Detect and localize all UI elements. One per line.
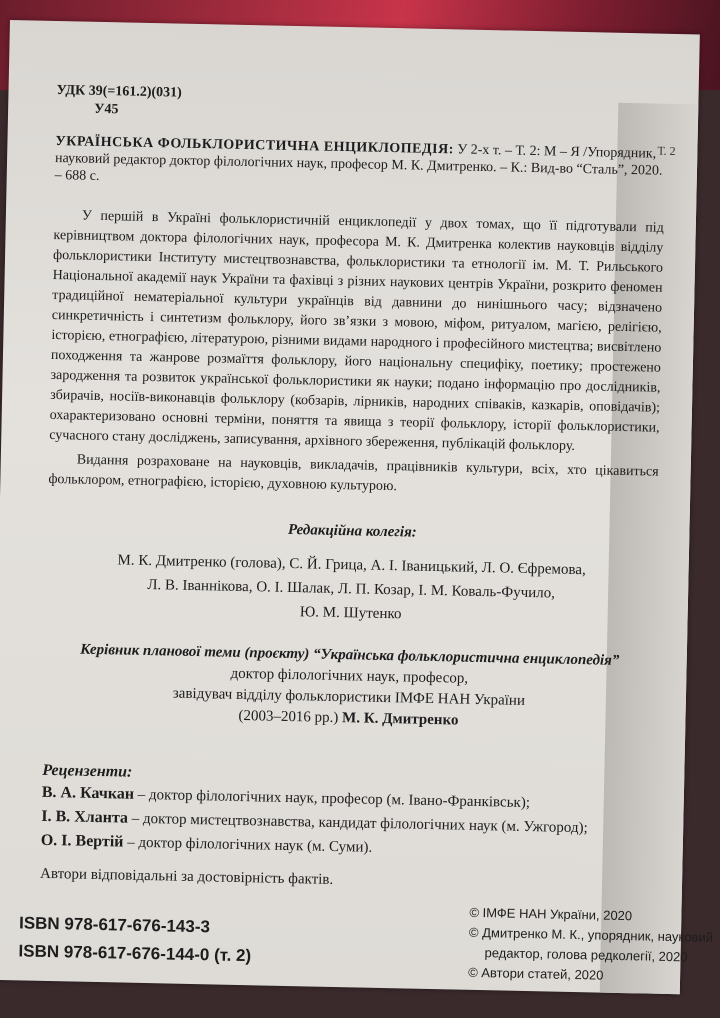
reviewers-list (41, 780, 652, 865)
copyright-line: © Автори статей, 2020 (467, 964, 604, 983)
imprint-block (18, 894, 714, 1017)
isbn-block (18, 909, 252, 970)
page-content (18, 82, 714, 1017)
copyright-line: © Дмитренко М. К., упорядник, науковий (468, 924, 714, 945)
bibliographic-details: У 2-х т. – Т. 2: М – Я /Упорядник, науковий редактор доктор філологічних наук, професор М. К. Дмитренко. – К.: Вид-во “Сталь”, 2020. – 688 с. (54, 141, 663, 184)
project-lead (43, 639, 655, 736)
bibliographic-header (55, 132, 666, 196)
editorial-line: М. К. Дмитренко (голова), С. Й. Грица, А. І. Іваницький, Л. О. Єфремова, (117, 552, 586, 579)
encyclopedia-title: УКРАЇНСЬКА ФОЛЬКЛОРИСТИЧНА ЕНЦИКЛОПЕДІЯ: (55, 133, 454, 157)
copyright-block (468, 903, 714, 988)
edge-label: Т. 2 (657, 143, 676, 158)
reviewer-item: І. В. Хланта – доктор мистецтвознавства, кандидат філологічних наук (м. Ужгород); (41, 807, 588, 836)
copyright-line: © ІМФЕ НАН України, 2020 (469, 904, 633, 924)
reviewer-item: В. А. Качкан – доктор філологічних наук, професор (м. Івано-Франківськ); (41, 783, 531, 811)
lead-position: завідувач відділу фольклористики ІМФЕ НАН України (172, 685, 526, 709)
udk-code: УДК 39(=161.2)(031) (56, 82, 182, 101)
copyright-line: редактор, голова редколегії, 2020 (484, 945, 688, 965)
reviewer-item: О. І. Вертій – доктор філологічних наук (м. Суми). (40, 831, 373, 856)
isbn-line: ISBN 978-617-676-144-0 (т. 2) (18, 941, 252, 966)
book-page (0, 20, 714, 994)
responsibility-note: Автори відповідальні за достовірність фактів. (39, 865, 334, 888)
lead-degree: доктор філологічних наук, професор, (230, 665, 469, 687)
editorial-board-title: Редакційна колегія: (287, 521, 417, 541)
isbn-line: ISBN 978-617-676-143-3 (18, 913, 211, 937)
project-lead-label: Керівник планової теми (проєкту) (80, 641, 310, 663)
editorial-line: Л. В. Іваннікова, О. І. Шалак, Л. П. Козар, І. М. Коваль-Фучило, (147, 577, 556, 602)
editorial-board-list (45, 547, 656, 632)
project-name: “Українська фольклористична енциклопедія” (309, 646, 620, 669)
lead-name: М. К. Дмитренко (338, 710, 459, 729)
reviewers-title: Рецензенти: (42, 761, 133, 781)
lead-years: (2003–2016 рр.) (238, 707, 339, 727)
author-mark: У45 (93, 101, 119, 118)
audience-paragraph: Видання розраховане на науковців, викладачів, працівників культури, всіх, хто цікавиться фольклором, етнографією, історією, духовною культурою. (48, 451, 659, 494)
annotation-paragraph: У першій в Україні фольклористичній енциклопедії у двох томах, що її підготували під керівництвом доктора філологічних наук, професора М. К. Дмитренка колектив науковців відділу фольклористики Інституту мистецтвознавства, фольклористики та етнології ім. М. Т. Рильського Національної академії наук України та фахівці з різних наукових центрів України, розкрито феномен традиційної нематеріальної культури українців від давнини до нинішнього часу; відзначено синкретичність і синтетизм фольклору, його зв’язки з мовою, міфом, ритуалом, магією, релігією, історією, етнографією, літературою, різними видами народного і професійного мистецтва; висвітлено походження та жанрове розмаїття фольклору, його національну специфіку, поетику; простежено зародження та розвиток української фольклористики як науки; подано інформацію про дослідників, збирачів, носіїв-виконавців фольклору (кобзарів, лірників, народних співаків, казкарів, оповідачів); охарактеризовано основні терміни, поняття та явища з теорії фольклору, історії фольклористики, сучасного стану досліджень, записування, архівного збереження, публікацій фольклору. (49, 208, 664, 454)
editorial-line: Ю. М. Шутенко (299, 604, 402, 623)
